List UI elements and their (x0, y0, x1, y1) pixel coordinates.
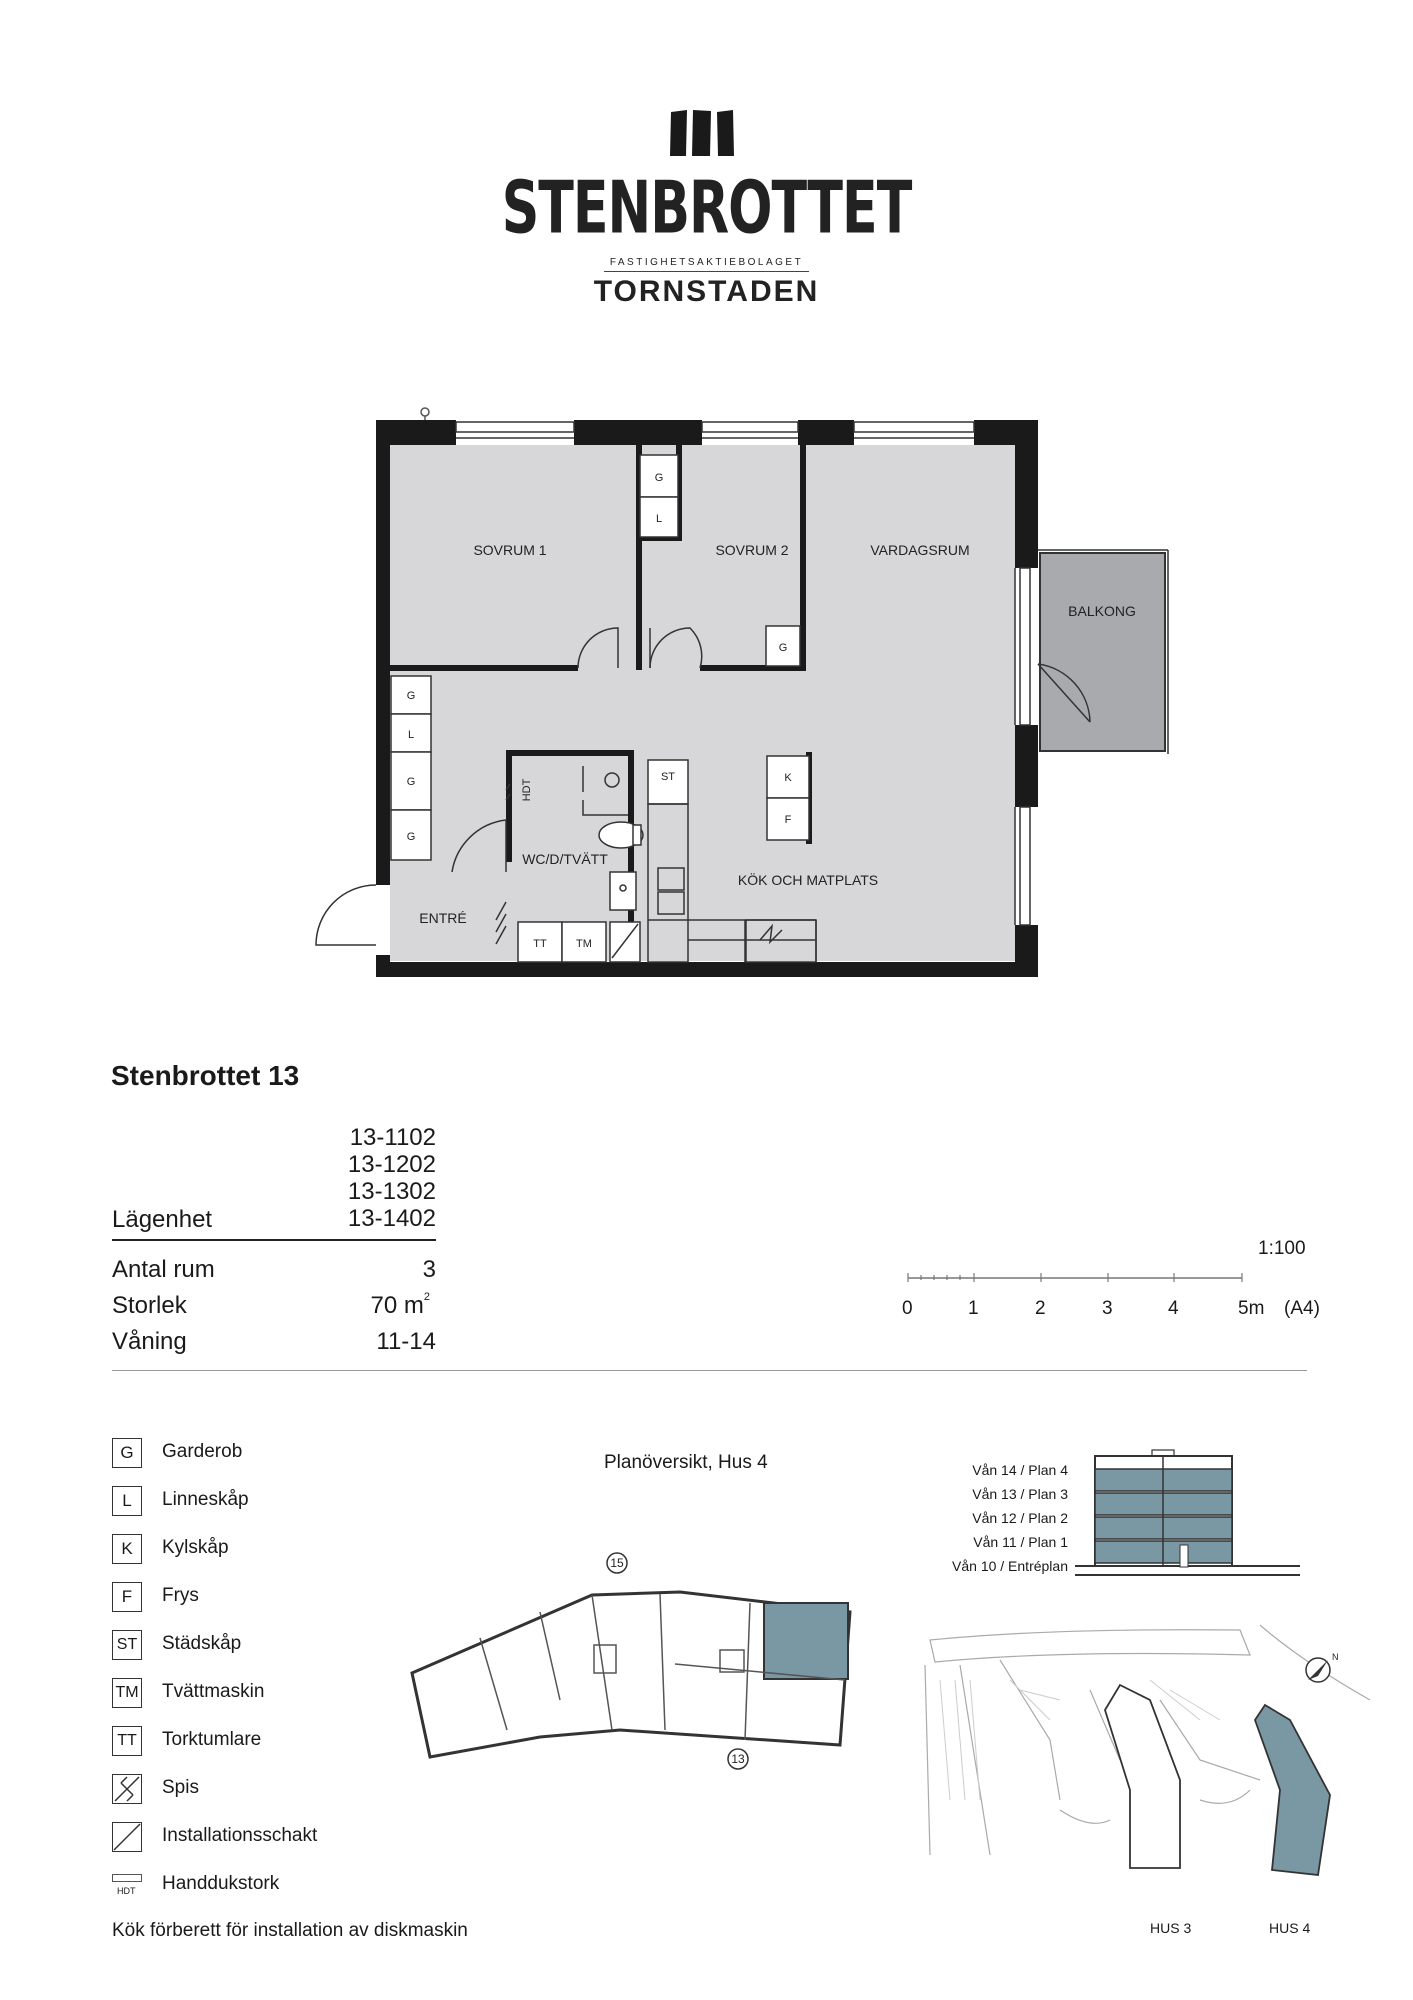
site-label-hus3: HUS 3 (1150, 1920, 1192, 1936)
hus4-footprint (1255, 1705, 1330, 1875)
mark-g: G (406, 776, 416, 788)
site-plan (900, 1620, 1400, 1930)
shaft-icon (112, 1822, 142, 1852)
brand-divider (604, 271, 809, 272)
mark-k: K (784, 772, 792, 784)
section-elevation (1070, 1445, 1310, 1625)
legend-label: Linneskåp (162, 1489, 249, 1510)
scale-tick-label: 4 (1168, 1298, 1179, 1319)
scale-tick-label: 1 (968, 1298, 979, 1319)
mark-f: F (784, 814, 792, 826)
building-overview (400, 1540, 880, 1780)
level-label: Vån 14 / Plan 4 (972, 1462, 1068, 1478)
level-label: Vån 13 / Plan 3 (972, 1486, 1068, 1502)
info-row-rooms-value: 3 (422, 1256, 436, 1283)
logo (0, 105, 1413, 308)
level-label: Vån 12 / Plan 2 (972, 1510, 1068, 1526)
info-row-size-value (270, 1292, 430, 1320)
mark-g: G (778, 642, 788, 654)
apartment-number: 13-1102 (349, 1124, 436, 1151)
mark-st: ST (660, 771, 676, 783)
room-label-entre: ENTRÉ (419, 910, 467, 926)
footnote: Kök förberett för installation av diskmaskin (112, 1920, 468, 1941)
legend-code-box: L (112, 1486, 142, 1516)
room-label-balkong: BALKONG (1068, 603, 1136, 619)
scale-tick-label: 2 (1035, 1298, 1046, 1319)
towel-rail-icon (112, 1874, 142, 1882)
level-label: Vån 11 / Plan 1 (973, 1534, 1068, 1550)
info-divider (112, 1239, 436, 1241)
legend-code-box: TT (112, 1726, 142, 1756)
scale-tick-label: 0 (902, 1298, 913, 1319)
room-label-sovrum1: SOVRUM 1 (473, 542, 547, 558)
floor-plan (300, 405, 1180, 1005)
scale-tick-label: 5m (1238, 1298, 1265, 1319)
legend-code-small: HDT (117, 1886, 136, 1896)
apartment-floor (390, 445, 1015, 961)
room-label-kok: KÖK OCH MATPLATS (737, 872, 879, 888)
legend-label: Kylskåp (162, 1537, 229, 1558)
section-divider (112, 1370, 1307, 1371)
info-row-floor-value: 11-14 (376, 1328, 436, 1355)
building-label-a: 15 (610, 1556, 624, 1570)
mark-tm: TM (576, 938, 592, 950)
apartment-label: Lägenhet (112, 1206, 213, 1233)
info-row-rooms-label: Antal rum (112, 1256, 215, 1283)
legend-label: Städskåp (162, 1633, 242, 1654)
legend-code-box: TM (112, 1678, 142, 1708)
legend-label: Frys (162, 1585, 199, 1606)
legend-code-box: G (112, 1438, 142, 1468)
scale-paper: (A4) (1284, 1298, 1320, 1319)
site-label-hus4: HUS 4 (1269, 1920, 1311, 1936)
brand-name: STENBROTTET (501, 165, 912, 250)
legend-label: Installationsschakt (162, 1825, 318, 1846)
balcony-floor (1040, 553, 1165, 751)
room-label-sovrum2: SOVRUM 2 (715, 542, 789, 558)
apartment-number: 13-1202 (347, 1151, 436, 1178)
brand-tagline: FASTIGHETSAKTIEBOLAGET (609, 257, 804, 268)
scale-tick-label: 3 (1102, 1298, 1113, 1319)
stove-icon (112, 1774, 142, 1804)
mark-g: G (406, 831, 416, 843)
company-name: TORNSTADEN (593, 275, 820, 308)
scale-ratio: 1:100 (1258, 1238, 1306, 1259)
scale-bar (900, 1268, 1250, 1288)
size-value: 70 m (370, 1292, 424, 1319)
legend-label: Spis (162, 1777, 199, 1798)
info-row-floor-label: Våning (112, 1328, 187, 1355)
apartment-title: Stenbrottet 13 (111, 1060, 300, 1091)
legend-code-box: K (112, 1534, 142, 1564)
north-arrow-icon (1306, 1652, 1339, 1682)
mark-l: L (655, 513, 663, 525)
overview-title: Planöversikt, Hus 4 (604, 1452, 768, 1473)
legend-label: Handdukstork (162, 1873, 280, 1894)
legend-label: Garderob (162, 1441, 243, 1462)
mark-g: G (654, 472, 664, 484)
mark-g: G (406, 690, 416, 702)
info-row-size-label: Storlek (112, 1292, 187, 1319)
legend-label: Torktumlare (162, 1729, 262, 1750)
mark-tt: TT (533, 938, 547, 950)
apartment-number: 13-1402 (347, 1205, 436, 1232)
svg-text:N: N (1332, 1652, 1339, 1662)
highlighted-apartment (764, 1603, 848, 1679)
apartment-number: 13-1302 (347, 1178, 436, 1205)
apartment-numbers (276, 1124, 436, 1232)
legend-code-box: F (112, 1582, 142, 1612)
level-label: Vån 10 / Entréplan (952, 1558, 1068, 1574)
room-label-wc: WC/D/TVÄTT (522, 851, 608, 867)
legend-label: Tvättmaskin (162, 1681, 265, 1702)
section-levels (920, 1462, 1068, 1582)
mark-hdt: HDT (521, 778, 533, 802)
legend-code-box: ST (112, 1630, 142, 1660)
room-label-vardagsrum: VARDAGSRUM (870, 542, 970, 558)
mark-l: L (407, 729, 415, 741)
size-superscript: 2 (423, 1291, 430, 1303)
building-label-b: 13 (731, 1752, 745, 1766)
logo-mark-icon (669, 110, 735, 158)
